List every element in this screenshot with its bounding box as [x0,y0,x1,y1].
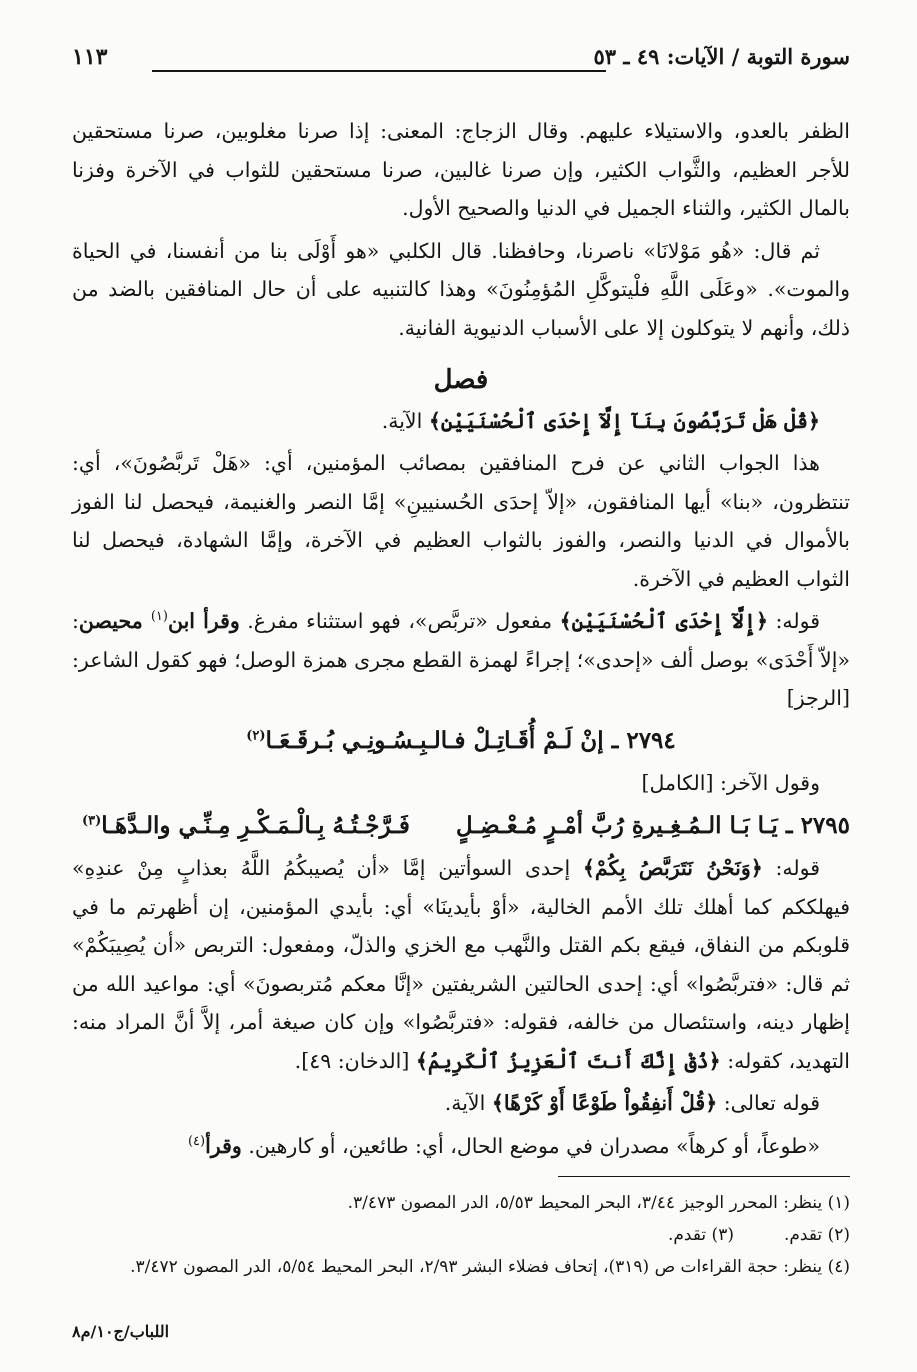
printer-signature: اللباب/ج١٠/م٨ [72,1322,170,1341]
text-run: قوله: [767,609,820,633]
poem-verse [72,807,850,846]
paragraph [72,849,850,1080]
verse-heading [72,402,850,441]
quran-quote: ﴿قُلْ هَلْ تَرَبَّصُونَ بِنَآ إِلَّآ إِحْدَى ٱلْحُسْنَيَيْنِ﴾ [428,408,820,433]
header-rule [152,70,606,72]
page-header [72,38,850,78]
verse-suffix: الآية. [381,408,429,433]
footnote: (١) ينظر: المحرر الوجيز ٣/٤٤، البحر المحيط ٥/٥٣، الدر المصون ٣/٤٧٣. [347,1193,850,1213]
footnotes [72,1176,850,1283]
text-run: مفعول «تربَّص»، فهو استثناء مفرغ. [239,609,560,633]
footnote-ref: (٤) [187,1133,206,1149]
text-run: الآية. [444,1091,492,1115]
main-text [72,112,850,1169]
poem-text: فَـرَّجْـتُـهُ بِـالْـمَـكْـرِ مِـنِّـي والـدَّهَـا [101,811,410,839]
poem-hemistich [82,807,410,846]
text-run: إحدى السوأتين إمَّا «أن يُصيبكُمُ اللَّهُ بعذابٍ مِنْ عندِهِ» فيهلككم كما أهلك تلك الأمم الخالية، «أوْ بأيدينَا» أي: بأيدي المؤمنين، إن أظهرتم ما في قلوبكم من النفاق، فيقع بكم القتل والنَّهب مع الخزي والذلّ، ومفعول: التربص «أن يُصِيبَكُمْ» ثم قال: «فتربَّصُوا» أي: إحدى الحالتين الشريفتين «إنَّا معكم مُتربصونَ» أي: مواعيد الله من إظهار دينه، واستئصال من خالفه، فقوله: «فتربَّصُوا» وإن كان صيغة أمر، إلاَّ أنَّ المراد منه: التهديد، كقوله: [72,856,850,1073]
page-number: ١١٣ [72,44,108,70]
footnote: (٢) تقدم. [783,1225,850,1245]
poem-verse [72,722,850,761]
paragraph [72,1084,850,1123]
quran-quote: ﴿قُلْ أَنفِقُواْ طَوْعًا أَوْ كَرْهًا﴾ [491,1091,718,1115]
reading-marker: وقرأ ابن [167,609,240,633]
quran-quote: ﴿ذُقْ إِنَّكَ أَنتَ ٱلْعَزِيزُ ٱلْكَرِيمُ﴾ [415,1048,721,1073]
text-run: قوله تعالى: [717,1091,820,1115]
footnote-rule [558,1176,850,1177]
footnote-ref: (٢) [246,727,266,743]
paragraph: ثم قال: «هُو مَوْلانَا» ناصرنا، وحافظنا. قال الكلبي «هو أَوْلَى بنا من أنفسنا، في الحياة والموت». «وعَلَى اللَّهِ فلْيتوكَّلِ المُؤمِنُونَ» وهذا كالتنبيه على أن حال المنافقين بالضد من ذلك، وأنهم لا يتوكلون إلا على الأسباب الدنيوية الفانية. [72,238,850,340]
footnote-ref: (١) [150,609,168,625]
quran-quote: ﴿إِلَّآ إِحْدَى ٱلْحُسْنَيَيْنِ﴾ [559,609,768,633]
footnote: (٤) ينظر: حجة القراءات ص (٣١٩)، إتحاف فضلاء البشر ٢/٩٣، البحر المحيط ٥/٥٤، الدر المصون ٣/٤٧٢. [130,1257,850,1277]
reading-marker: وقرأ [205,1133,242,1158]
poem-hemistich: ٢٧٩٥ ـ يَـا بَـا الـمُـغِـيرةِ رُبَّ أمْـرٍ مُـعْـضِـلٍ [455,811,850,839]
poem-text: ٢٧٩٤ ـ إنْ لَـمْ أُقَـاتِـلْ فـالـبِـسُـونِـي بُـرقَـعَـا [265,726,676,754]
text-run: «طوعاً، أو كرهاً» مصدران في موضع الحال، أي: طائعين، أو كارهين. [241,1133,820,1158]
section-title: فصل [433,365,489,395]
footnote-ref: (٣) [82,812,102,828]
paragraph: الظفر بالعدو، والاستيلاء عليهم. وقال الزجاج: المعنى: إذا صرنا مغلوبين، صرنا مستحقين للأجر العظيم، والثَّواب الكثير، وإن صرنا غالبين، صرنا مستحقين للثواب في الآخرة وفزنا بالمال الكثير، والثناء الجميل في الدنيا والصحيح الأول. [72,119,850,220]
quran-quote: ﴿وَنَحْنُ نَتَرَبَّصُ بِكُمْ﴾ [582,856,763,880]
paragraph [72,602,850,718]
poem-intro: وقول الآخر: [الكامل] [641,771,820,795]
text-run: [الدخان: ٤٩]. [294,1048,416,1073]
reader-name: محيصن [78,609,151,633]
text-run: قوله: [762,856,820,880]
paragraph [72,1127,850,1166]
footnote-pair [72,1219,850,1251]
paragraph: هذا الجواب الثاني عن فرح المنافقين بمصائب المؤمنين، أي: «هَلْ تَربَّصُونَ»، أي: تنتظرون، «بنا» أيها المنافقون، «إلاّ إحدَى الحُسنيينِ» إمَّا النصر والغنيمة، فيحصل لنا الفوز بالأموال في الدنيا والنصر، والفوز بالثواب العظيم في الآخرة، وإمَّا الشهادة، فيحصل لنا الثواب العظيم في الآخرة. [72,451,850,591]
footnote: (٣) تقدم. [667,1225,734,1245]
running-title: سورة التوبة / الآيات: ٤٩ ـ ٥٣ [593,44,850,69]
text-run: : «إلاّ أَحْدَى» بوصل ألف «إحدى»؛ إجراءً لهمزة القطع مجرى همزة الوصل؛ فهو كقول الشاعر: [الرجز] [72,609,850,710]
